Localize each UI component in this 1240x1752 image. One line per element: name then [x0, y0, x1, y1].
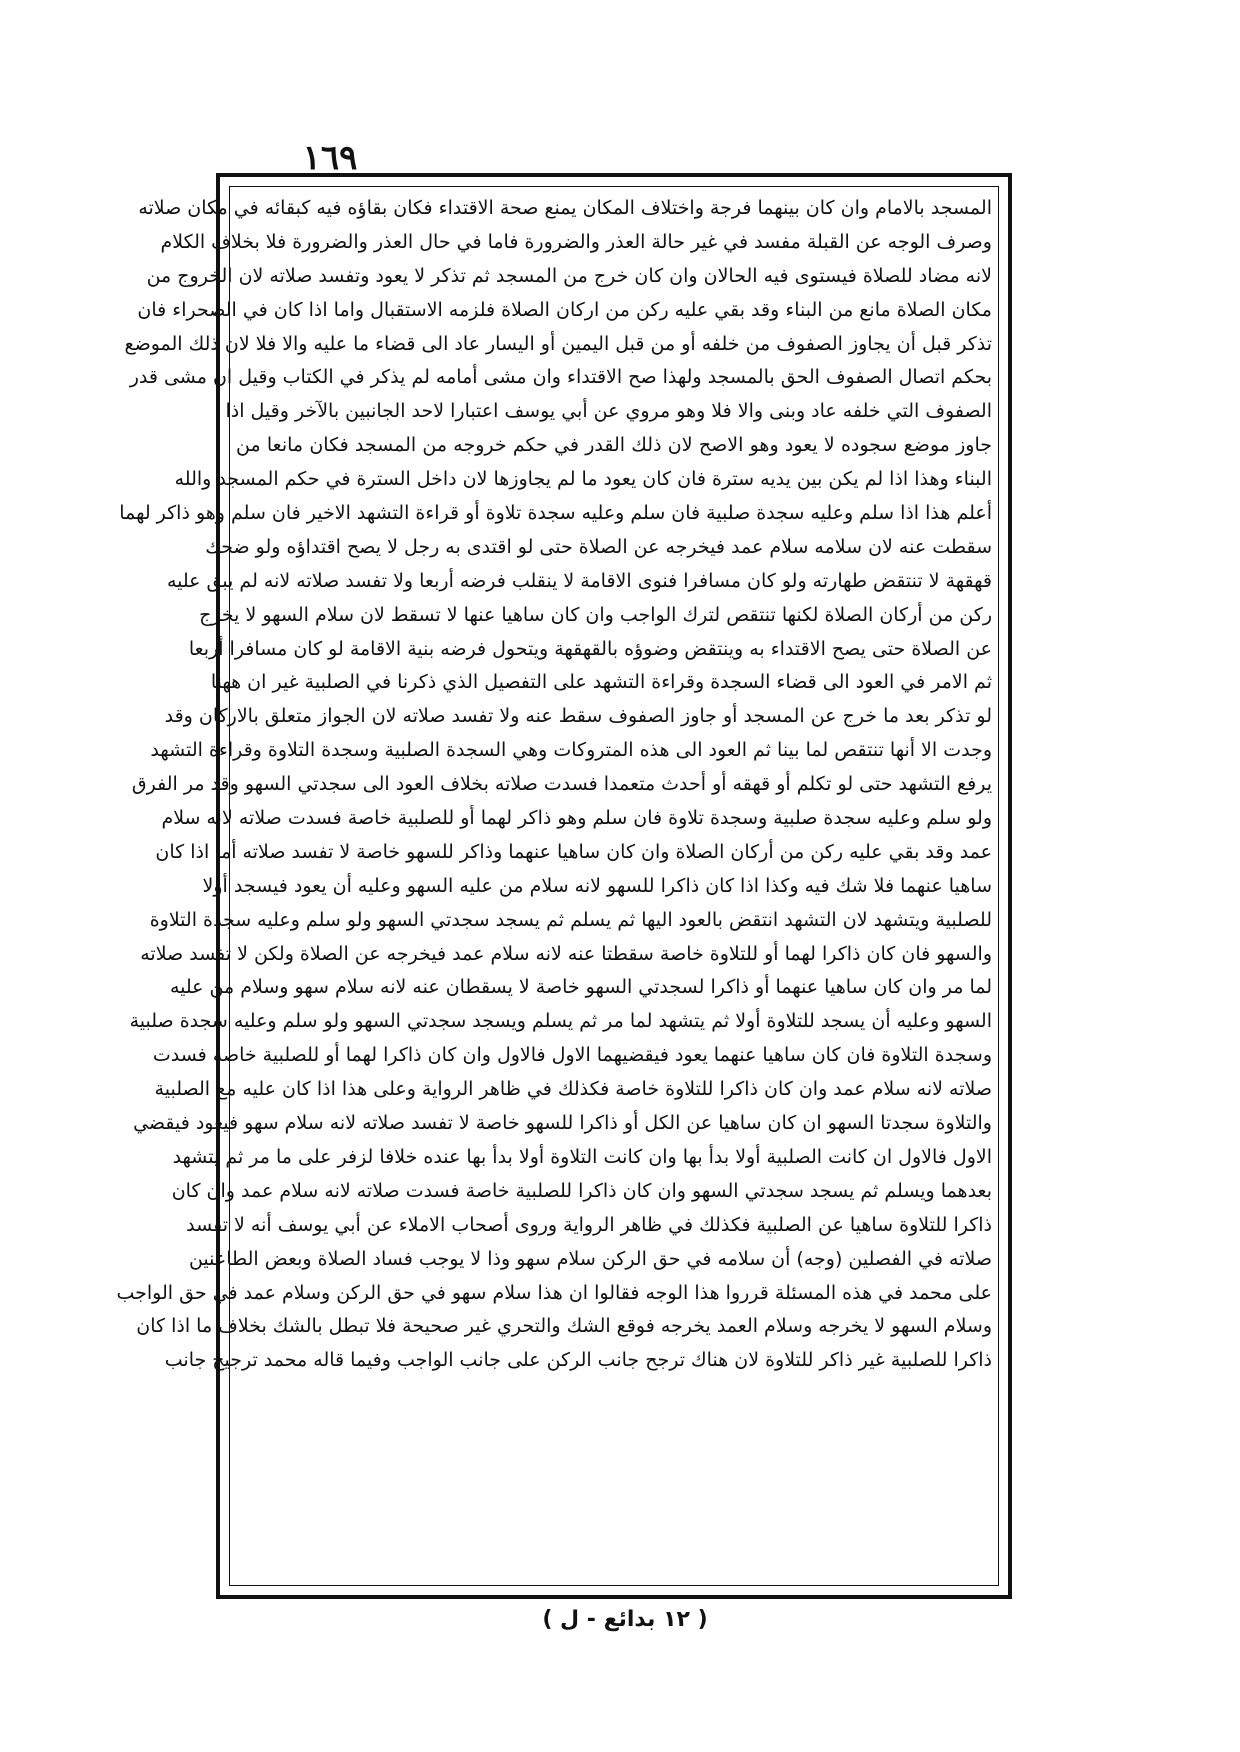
text-line: ولو سلم وعليه سجدة صلبية وسجدة تلاوة فان سلم وهو ذاكر لهما أو للصلبية خاصة فسدت صلاته لانه سلام	[161, 807, 992, 830]
text-line: البناء وهذا اذا لم يكن بين يديه سترة فان كان يعود ما لم يجاوزها لان داخل السترة في حكم المسجد والله	[174, 468, 992, 491]
text-line: وصرف الوجه عن القبلة مفسد في غير حالة العذر والضرورة فاما في حال العذر والضرورة فلا بخلاف الكلام	[160, 230, 992, 253]
text-line: المسجد بالامام وان كان بينهما فرجة واختلاف المكان يمنع صحة الاقتداء فكان بقاؤه فيه كبقائه في مكان صلاته	[138, 197, 992, 219]
text-line: بعدهما ويسلم ثم يسجد سجدتي السهو وان كان ذاكرا للصلبية خاصة فسدت صلاته لانه سلام عمد وان كان	[171, 1179, 992, 1202]
text-line: تذكر قبل أن يجاوز الصفوف من خلفه أو من قبل اليمين أو اليسار عاد الى قضاء ما عليه والا فلا لان ذلك الموضع	[124, 332, 992, 355]
text-line: ساهيا عنهما فلا شك فيه وكذا اذا كان ذاكرا للسهو لانه سلام من عليه السهو وعليه أن يعود فيسجد أولا	[202, 874, 992, 897]
text-line: جاوز موضع سجوده لا يعود وهو الاصح لان ذلك القدر في حكم خروجه من المسجد فكان مانعا من	[236, 434, 992, 457]
printer-signature: ( ١٢ بدائع - ل )	[542, 1607, 708, 1632]
text-line: صلاته في الفصلين (وجه) أن سلامه في حق الركن سلام سهو وذا لا يوجب فساد الصلاة وبعض الطاعنين	[188, 1247, 992, 1270]
text-line: قهقهة لا تنتقض طهارته ولو كان مسافرا فنوى الاقامة لا ينقلب فرضه أربعا ولا تفسد صلاته لانه لم يبق عليه	[166, 569, 992, 592]
text-line: سقطت عنه لان سلامه سلام عمد فيخرجه عن الصلاة حتى لو اقتدى به رجل لا يصح اقتداؤه ولو ضحك	[205, 535, 992, 558]
body-text	[116, 192, 992, 1580]
text-line: بحكم اتصال الصفوف الحق بالمسجد ولهذا صح الاقتداء وان مشى أمامه لم يذكر في الكتاب وقيل ان مشى قدر	[129, 366, 992, 389]
text-line: والسهو فان كان ذاكرا لهما أو للتلاوة خاصة سقطتا عنه لانه سلام عمد فيخرجه عن الصلاة ولكن لا تفسد صلاته	[140, 942, 992, 965]
text-line: ركن من أركان الصلاة لكنها تنتقص لترك الواجب وان كان ساهيا عنها لا تسقط لان سلام السهو لا يخرج	[199, 603, 992, 626]
text-line: وجدت الا أنها تنتقص لما بينا ثم العود الى هذه المتروكات وهي السجدة الصلبية وسجدة التلاوة وقراءة التشهد	[150, 739, 992, 762]
text-line: ذاكرا للتلاوة ساهيا عن الصلبية فكذلك في ظاهر الرواية وروى أصحاب الاملاء عن أبي يوسف أنه لا تفسد	[186, 1213, 992, 1236]
text-line: الصفوف التي خلفه عاد وبنى والا فلا وهو مروي عن أبي يوسف اعتبارا لاحد الجانبين بالآخر وقيل اذا	[225, 400, 992, 423]
text-line: عن الصلاة حتى يصح الاقتداء به وينتقض وضوؤه بالقهقهة ويتحول فرضه بنية الاقامة لو كان مسافرا أربعا	[188, 637, 992, 660]
text-line: لما مر وان كان ساهيا عنهما أو ذاكرا لسجدتي السهو خاصة لا يسقطان عنه لانه سلام سهو وسلام من عليه	[169, 976, 992, 999]
text-line: الاول فالاول ان كانت الصلبية أولا بدأ بها وان كانت التلاوة أولا بدأ بها عنده خلافا لزفر على ما مر ثم يتشهد	[172, 1145, 992, 1168]
text-line: لانه مضاد للصلاة فيستوى فيه الحالان وان كان خرج من المسجد ثم تذكر لا يعود وتفسد صلاته لان الخروج من	[146, 264, 992, 287]
page-number: ١٦٩	[302, 138, 358, 178]
text-line: على محمد في هذه المسئلة قرروا هذا الوجه فقالوا ان هذا سلام سهو في حق الركن وسلام عمد في حق الواجب	[116, 1281, 992, 1304]
text-line: أعلم هذا اذا سلم وعليه سجدة صلبية فان سلم وعليه سجدة تلاوة أو قراءة التشهد الاخير فان سلم وهو ذاكر لهما	[119, 502, 992, 525]
text-line: لو تذكر بعد ما خرج عن المسجد أو جاوز الصفوف سقط عنه ولا تفسد صلاته لان الجواز متعلق بالاركان وقد	[164, 705, 992, 728]
text-line: السهو وعليه أن يسجد للتلاوة أولا ثم يتشهد لما مر ثم يسلم ويسجد سجدتي السهو ولو سلم وعليه سجدة صلبية	[129, 1010, 992, 1033]
text-line: والتلاوة سجدتا السهو ان كان ساهيا عن الكل أو ذاكرا للسهو خاصة لا تفسد صلاته لانه سلام سهو فيعود فيقضي	[133, 1112, 992, 1135]
text-line: ذاكرا للصلبية غير ذاكر للتلاوة لان هناك ترجح جانب الركن على جانب الواجب وفيما قاله محمد ترجيح جانب	[164, 1349, 992, 1372]
text-line: للصلبية ويتشهد لان التشهد انتقض بالعود اليها ثم يسلم ثم يسجد سجدتي السهو ولو سلم وعليه سجدة التلاوة	[149, 908, 992, 931]
text-line: ثم الامر في العود الى قضاء السجدة وقراءة التشهد على التفصيل الذي ذكرنا في الصلبية غير ان ههنا	[210, 671, 992, 694]
text-line: وسلام السهو لا يخرجه وسلام العمد يخرجه فوقع الشك والتحري غير صحيحة فلا تبطل بالشك بخلاف ما اذا كان	[136, 1315, 992, 1338]
text-line: عمد وقد بقي عليه ركن من أركان الصلاة وان كان ساهيا عنهما وذاكر للسهو خاصة لا تفسد صلاته أما اذا كان	[155, 840, 992, 863]
text-line: صلاته لانه سلام عمد وان كان ذاكرا للتلاوة خاصة فكذلك في ظاهر الرواية وعلى هذا اذا كان عليه مع الصلبية	[154, 1078, 992, 1101]
text-line: وسجدة التلاوة فان كان ساهيا عنهما يعود فيقضيهما الاول فالاول وان كان ذاكرا لهما أو للصلبية خاصة فسدت	[152, 1044, 992, 1067]
text-line: مكان الصلاة مانع من البناء وقد بقي عليه ركن من اركان الصلاة فلزمه الاستقبال واما اذا كان في الصحراء فان	[137, 298, 992, 321]
text-line: يرفع التشهد حتى لو تكلم أو قهقه أو أحدث متعمدا فسدت صلاته بخلاف العود الى سجدتي السهو وقد مر الفرق	[131, 773, 992, 796]
